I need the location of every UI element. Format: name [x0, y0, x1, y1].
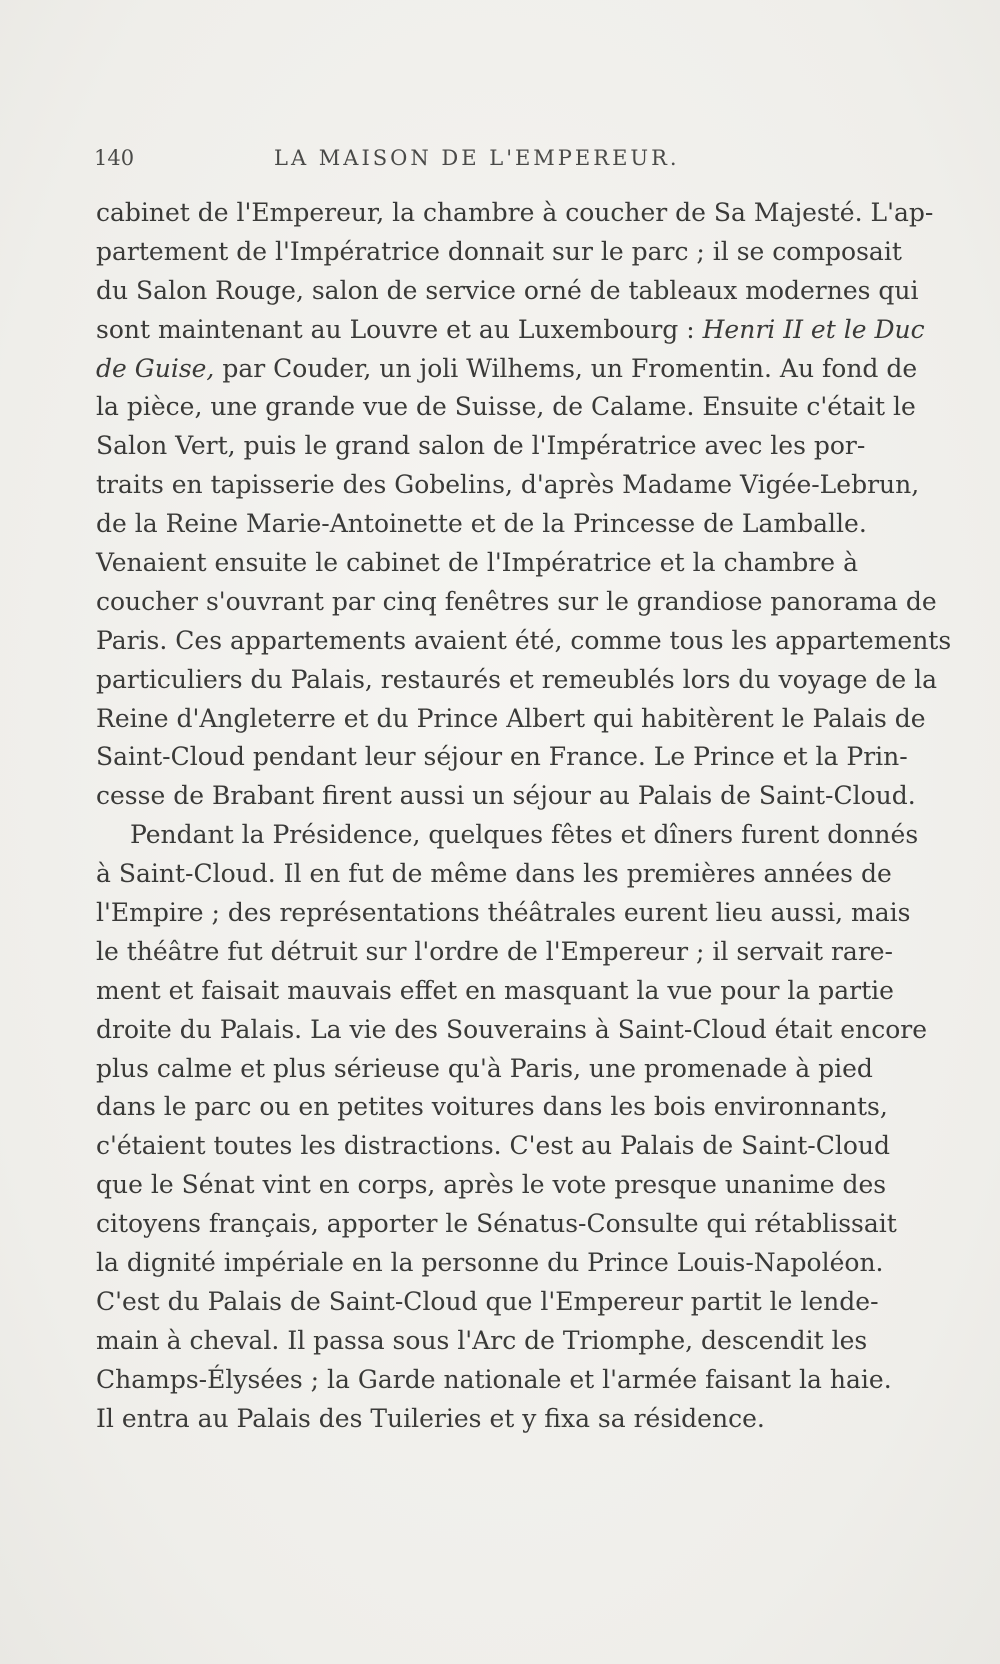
- text-line-1: cabinet de l'Empereur, la chambre à coucher de Sa Majesté. L'ap-: [96, 198, 934, 227]
- text-line-10: Venaient ensuite le cabinet de l'Impératrice et la chambre à: [96, 548, 858, 578]
- text-line-8: traits en tapisserie des Gobelins, d'après Madame Vigée-Lebrun,: [96, 470, 920, 500]
- text-line-24: dans le parc ou en petites voitures dans les bois environnants,: [96, 1092, 888, 1122]
- text-line-18: à Saint-Cloud. Il en fut de même dans les premières années de: [96, 859, 892, 889]
- text-line-21: ment et faisait mauvais effet en masquant la vue pour la partie: [96, 975, 894, 1005]
- artwork-title-italic: Henri II et le Duc: [702, 314, 925, 344]
- text-line-13: particuliers du Palais, restaurés et remeublés lors du voyage de la: [96, 664, 938, 694]
- text-line-28: la dignité impériale en la personne du Prince Louis-Napoléon.: [96, 1248, 884, 1278]
- text-line-19: l'Empire ; des représentations théâtrales eurent lieu aussi, mais: [96, 898, 911, 928]
- text-line-16: cesse de Brabant firent aussi un séjour au Palais de Saint-Cloud.: [96, 781, 916, 811]
- text-line-23: plus calme et plus sérieuse qu'à Paris, une promenade à pied: [96, 1053, 873, 1083]
- text-line-14: Reine d'Angleterre et du Prince Albert qui habitèrent le Palais de: [96, 703, 926, 733]
- text-line-22: droite du Palais. La vie des Souverains à Saint-Cloud était encore: [96, 1014, 928, 1044]
- text-line-26: que le Sénat vint en corps, après le vote presque unanime des: [96, 1170, 887, 1200]
- running-header: [94, 146, 864, 178]
- artwork-title-italic-end: de Guise,: [96, 353, 215, 383]
- text-line-27: citoyens français, apporter le Sénatus-Consulte qui rétablissait: [96, 1209, 897, 1239]
- running-title: LA MAISON DE L'EMPEREUR.: [274, 146, 680, 170]
- text-line-3: du Salon Rouge, salon de service orné de tableaux modernes qui: [96, 275, 919, 305]
- text-line-5-roman: par Couder, un joli Wilhems, un Fromentin. Au fond de: [222, 353, 918, 383]
- text-line-4-roman: sont maintenant au Louvre et au Luxembourg :: [96, 314, 695, 344]
- text-line-11: coucher s'ouvrant par cinq fenêtres sur le grandiose panorama de: [96, 586, 937, 616]
- text-line-29: C'est du Palais de Saint-Cloud que l'Empereur partit le lende-: [96, 1286, 879, 1316]
- text-line-31: Champs-Élysées ; la Garde nationale et l'armée faisant la haie.: [96, 1364, 892, 1394]
- text-line-4: [96, 311, 925, 350]
- text-line-12: Paris. Ces appartements avaient été, comme tous les appartements: [96, 625, 952, 655]
- text-line-9: de la Reine Marie-Antoinette et de la Princesse de Lamballe.: [96, 509, 867, 539]
- text-line-30: main à cheval. Il passa sous l'Arc de Triomphe, descendit les: [96, 1325, 868, 1355]
- body-text: [96, 194, 952, 1439]
- page-number: 140: [94, 146, 135, 170]
- text-line-15: Saint-Cloud pendant leur séjour en France. Le Prince et la Prin-: [96, 742, 908, 772]
- text-line-32: Il entra au Palais des Tuileries et y fixa sa résidence.: [96, 1403, 765, 1433]
- text-line-17: Pendant la Présidence, quelques fêtes et dîners furent donnés: [130, 820, 919, 850]
- text-line-25: c'étaient toutes les distractions. C'est au Palais de Saint-Cloud: [96, 1131, 891, 1161]
- text-line-7: Salon Vert, puis le grand salon de l'Impératrice avec les por-: [96, 431, 866, 461]
- text-line-2: partement de l'Impératrice donnait sur le parc ; il se composait: [96, 236, 902, 266]
- text-line-20: le théâtre fut détruit sur l'ordre de l'Empereur ; il servait rare-: [96, 936, 894, 966]
- text-line-6: la pièce, une grande vue de Suisse, de Calame. Ensuite c'était le: [96, 392, 916, 422]
- text-line-5: [96, 350, 918, 389]
